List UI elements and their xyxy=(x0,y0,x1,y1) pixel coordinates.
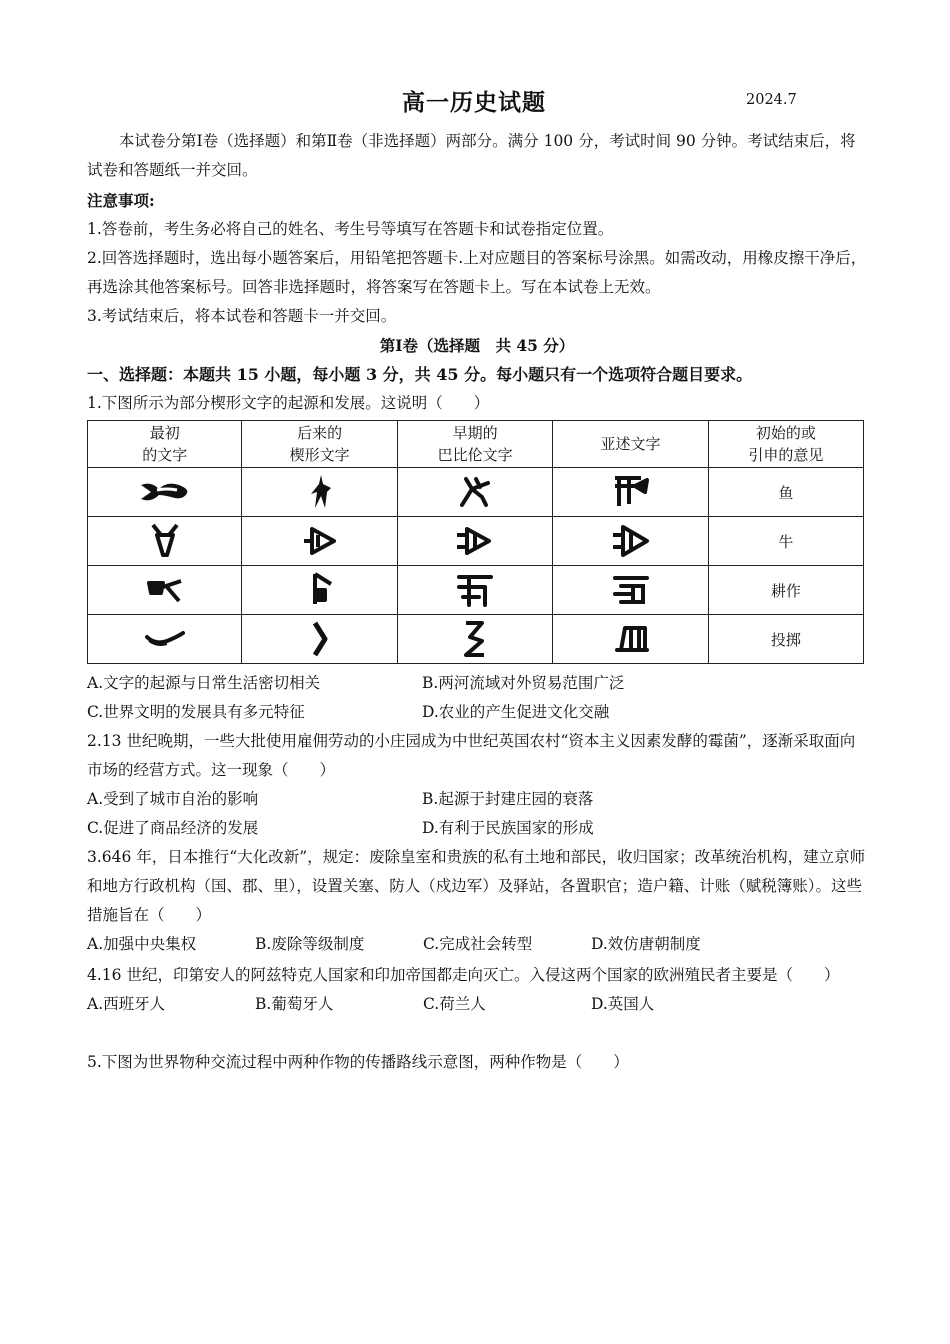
table-header: 后来的 楔形文字 xyxy=(242,421,397,468)
fish-wedge-icon xyxy=(305,472,335,512)
page-title: 高一历史试题 xyxy=(402,89,546,116)
meaning-cell: 耕作 xyxy=(708,566,863,615)
section-title: 第Ⅰ卷（选择题 共 45 分） xyxy=(379,336,575,355)
glyph-cell xyxy=(242,615,397,664)
exam-date: 2024.7 xyxy=(746,92,797,108)
option-d: D.有利于民族国家的形成 xyxy=(422,819,594,837)
glyph-cell xyxy=(88,615,242,664)
table-row xyxy=(88,566,864,615)
question-3-stem: 3.646 年，日本推行“大化改新”，规定：废除皇室和贵族的私有土地和部民，收归国家；改革统治机构，建立京师和地方行政机构（国、郡、里），设置关塞、防人（戍边军）及驿站，各置职官；造户籍、计账（赋税簿账）。这些措施旨在（ ） xyxy=(87,848,866,924)
intro-text: 本试卷分第Ⅰ卷（选择题）和第Ⅱ卷（非选择题）两部分。满分 100 分，考试时间 90 分钟。考试结束后，将试卷和答题纸一并交回。 xyxy=(87,132,856,179)
option-c: C.促进了商品经济的发展 xyxy=(87,819,259,837)
option-b: B.起源于封建庄园的衰落 xyxy=(422,790,594,808)
table-header: 初始的或 引申的意见 xyxy=(708,421,863,468)
ox-assyrian-icon xyxy=(611,523,651,559)
plough-assyrian-icon xyxy=(611,572,651,608)
question-2-stem: 2.13 世纪晚期，一些大批使用雇佣劳动的小庄园成为中世纪英国农村“资本主义因素发酵的霉菌”，逐渐采取面向市场的经营方式。这一现象（ ） xyxy=(87,732,856,779)
glyph-cell xyxy=(397,468,552,517)
plough-babylonian-icon xyxy=(455,571,495,609)
option-a: A.文字的起源与日常生活密切相关 xyxy=(87,674,321,692)
notice-item: 3.考试结束后，将本试卷和答题卡一并交回。 xyxy=(87,307,397,325)
glyph-cell xyxy=(88,566,242,615)
intro-block xyxy=(87,127,867,185)
meaning-cell: 牛 xyxy=(708,517,863,566)
table-header: 亚述文字 xyxy=(553,421,708,468)
ox-wedge-icon xyxy=(300,523,340,559)
table-header: 早期的 巴比伦文字 xyxy=(397,421,552,468)
glyph-cell xyxy=(397,566,552,615)
option-d: D.农业的产生促进文化交融 xyxy=(422,703,610,721)
glyph-cell xyxy=(88,468,242,517)
plough-pictograph-icon xyxy=(145,575,185,605)
glyph-cell xyxy=(553,468,708,517)
table-row xyxy=(88,468,864,517)
section-block xyxy=(87,331,867,418)
cuneiform-table xyxy=(87,420,864,664)
question-1-stem: 1.下图所示为部分楔形文字的起源和发展。这说明（ ） xyxy=(87,394,490,412)
question-3 xyxy=(87,843,867,959)
option-c: C.完成社会转型 xyxy=(423,935,533,953)
glyph-cell xyxy=(242,566,397,615)
option-b: B.两河流域对外贸易范围广泛 xyxy=(422,674,625,692)
throw-assyrian-icon xyxy=(611,622,651,656)
table-row xyxy=(88,517,864,566)
table-row xyxy=(88,615,864,664)
notice-heading: 注意事项: xyxy=(87,191,155,210)
option-c: C.荷兰人 xyxy=(423,995,486,1013)
glyph-cell xyxy=(553,615,708,664)
fish-assyrian-icon xyxy=(611,474,651,510)
question-4-stem: 4.16 世纪，印第安人的阿兹特克人国家和印加帝国都走向灭亡。入侵这两个国家的欧洲殖民者主要是（ ） xyxy=(87,966,840,984)
glyph-cell xyxy=(242,468,397,517)
glyph-cell xyxy=(397,615,552,664)
glyph-cell xyxy=(553,517,708,566)
fish-babylonian-icon xyxy=(458,475,492,509)
option-a: A.受到了城市自治的影响 xyxy=(87,790,259,808)
meaning-cell: 鱼 xyxy=(708,468,863,517)
title-row xyxy=(0,84,950,116)
section-instruction: 一、选择题：本题共 15 小题，每小题 3 分，共 45 分。每小题只有一个选项符合题目要求。 xyxy=(87,365,753,384)
ox-pictograph-icon xyxy=(147,521,183,561)
question-5-stem: 5.下图为世界物种交流过程中两种作物的传播路线示意图，两种作物是（ ） xyxy=(87,1053,629,1071)
fish-pictograph-icon xyxy=(137,475,193,509)
glyph-cell xyxy=(553,566,708,615)
option-d: D.英国人 xyxy=(591,995,655,1013)
glyph-cell xyxy=(397,517,552,566)
notice-block xyxy=(87,186,867,331)
glyph-cell xyxy=(88,517,242,566)
glyph-cell xyxy=(242,517,397,566)
option-b: B.废除等级制度 xyxy=(255,935,365,953)
ox-babylonian-icon xyxy=(455,523,495,559)
notice-item: 1.答卷前，考生务必将自己的姓名、考生号等填写在答题卡和试卷指定位置。 xyxy=(87,220,614,238)
notice-item: 2.回答选择题时，选出每小题答案后，用铅笔把答题卡.上对应题目的答案标号涂黑。如需改动，用橡皮擦干净后，再选涂其他答案标号。回答非选择题时，将答案写在答题卡上。写在本试卷上无效。 xyxy=(87,249,867,296)
option-d: D.效仿唐朝制度 xyxy=(591,935,701,953)
throw-pictograph-icon xyxy=(143,627,187,651)
option-c: C.世界文明的发展具有多元特征 xyxy=(87,703,305,721)
option-a: A.加强中央集权 xyxy=(87,935,197,953)
option-b: B.葡萄牙人 xyxy=(255,995,334,1013)
question-4 xyxy=(87,961,867,1019)
table-header-row xyxy=(88,421,864,468)
meaning-cell: 投掷 xyxy=(708,615,863,664)
question-1-options xyxy=(87,669,867,727)
option-a: A.西班牙人 xyxy=(87,995,166,1013)
table-header: 最初 的文字 xyxy=(88,421,242,468)
plough-wedge-icon xyxy=(305,570,335,610)
throw-babylonian-icon xyxy=(460,619,490,659)
question-5 xyxy=(87,1048,867,1077)
question-2 xyxy=(87,727,867,843)
throw-wedge-icon xyxy=(307,619,333,659)
